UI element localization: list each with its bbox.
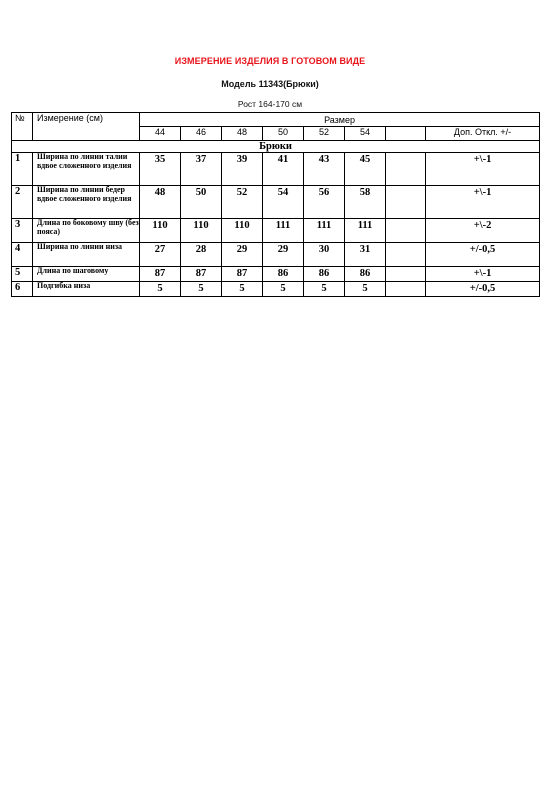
- row-value: 5: [181, 282, 222, 297]
- size-50: 50: [263, 127, 304, 141]
- row-value: 56: [304, 186, 345, 219]
- row-value: 86: [304, 267, 345, 282]
- row-value: 87: [222, 267, 263, 282]
- row-empty: [386, 186, 426, 219]
- row-value: 30: [304, 243, 345, 267]
- row-tolerance: +\-1: [426, 267, 540, 282]
- row-value: 86: [345, 267, 386, 282]
- table-row: [12, 186, 540, 219]
- row-value: 50: [181, 186, 222, 219]
- row-value: 29: [222, 243, 263, 267]
- row-value: 87: [140, 267, 181, 282]
- size-54: 54: [345, 127, 386, 141]
- row-value: 86: [263, 267, 304, 282]
- row-value: 110: [140, 219, 181, 243]
- header-number: №: [12, 113, 33, 141]
- row-value: 48: [140, 186, 181, 219]
- row-name: Ширина по линии низа: [33, 243, 140, 267]
- row-value: 111: [345, 219, 386, 243]
- row-number: 2: [12, 186, 33, 219]
- row-number: 5: [12, 267, 33, 282]
- header-measure: Измерение (см): [33, 113, 140, 141]
- header-size: Размер: [140, 113, 540, 127]
- row-value: 58: [345, 186, 386, 219]
- row-value: 52: [222, 186, 263, 219]
- row-name: Ширина по линии бедер вдвое сложенного изделия: [33, 186, 140, 219]
- row-empty: [386, 243, 426, 267]
- row-name: Подгибка низа: [33, 282, 140, 297]
- row-empty: [386, 153, 426, 186]
- row-value: 111: [263, 219, 304, 243]
- row-empty: [386, 282, 426, 297]
- row-value: 39: [222, 153, 263, 186]
- size-46: 46: [181, 127, 222, 141]
- row-value: 5: [263, 282, 304, 297]
- row-value: 5: [345, 282, 386, 297]
- row-name: Ширина по линии талии вдвое сложенного изделия: [33, 153, 140, 186]
- size-empty: [386, 127, 426, 141]
- table-row: [12, 219, 540, 243]
- row-value: 5: [140, 282, 181, 297]
- row-value: 29: [263, 243, 304, 267]
- row-empty: [386, 267, 426, 282]
- row-number: 3: [12, 219, 33, 243]
- document-title: ИЗМЕРЕНИЕ ИЗДЕЛИЯ В ГОТОВОМ ВИДЕ: [174, 56, 366, 66]
- row-value: 110: [222, 219, 263, 243]
- row-value: 27: [140, 243, 181, 267]
- row-value: 111: [304, 219, 345, 243]
- row-value: 87: [181, 267, 222, 282]
- row-tolerance: +/-0,5: [426, 243, 540, 267]
- row-value: 54: [263, 186, 304, 219]
- row-value: 5: [222, 282, 263, 297]
- table-row: [12, 282, 540, 297]
- row-empty: [386, 219, 426, 243]
- row-value: 31: [345, 243, 386, 267]
- row-tolerance: +\-1: [426, 186, 540, 219]
- table-row: [12, 267, 540, 282]
- size-52: 52: [304, 127, 345, 141]
- row-value: 37: [181, 153, 222, 186]
- section-title: Брюки: [12, 141, 540, 153]
- row-value: 110: [181, 219, 222, 243]
- row-value: 41: [263, 153, 304, 186]
- size-44: 44: [140, 127, 181, 141]
- row-number: 1: [12, 153, 33, 186]
- height-label: Рост 164-170 см: [237, 99, 303, 109]
- table-row: [12, 153, 540, 186]
- row-tolerance: +/-0,5: [426, 282, 540, 297]
- row-value: 45: [345, 153, 386, 186]
- row-name: Длина по боковому шву (без пояса): [33, 219, 140, 243]
- row-name: Длина по шаговому: [33, 267, 140, 282]
- row-value: 35: [140, 153, 181, 186]
- row-value: 28: [181, 243, 222, 267]
- table-row: [12, 243, 540, 267]
- row-number: 4: [12, 243, 33, 267]
- model-label: Модель 11343(Брюки): [221, 79, 319, 89]
- header-tolerance: Доп. Откл. +/-: [426, 127, 540, 141]
- row-tolerance: +\-2: [426, 219, 540, 243]
- measurement-table: [11, 112, 540, 297]
- size-48: 48: [222, 127, 263, 141]
- row-tolerance: +\-1: [426, 153, 540, 186]
- row-value: 5: [304, 282, 345, 297]
- row-number: 6: [12, 282, 33, 297]
- row-value: 43: [304, 153, 345, 186]
